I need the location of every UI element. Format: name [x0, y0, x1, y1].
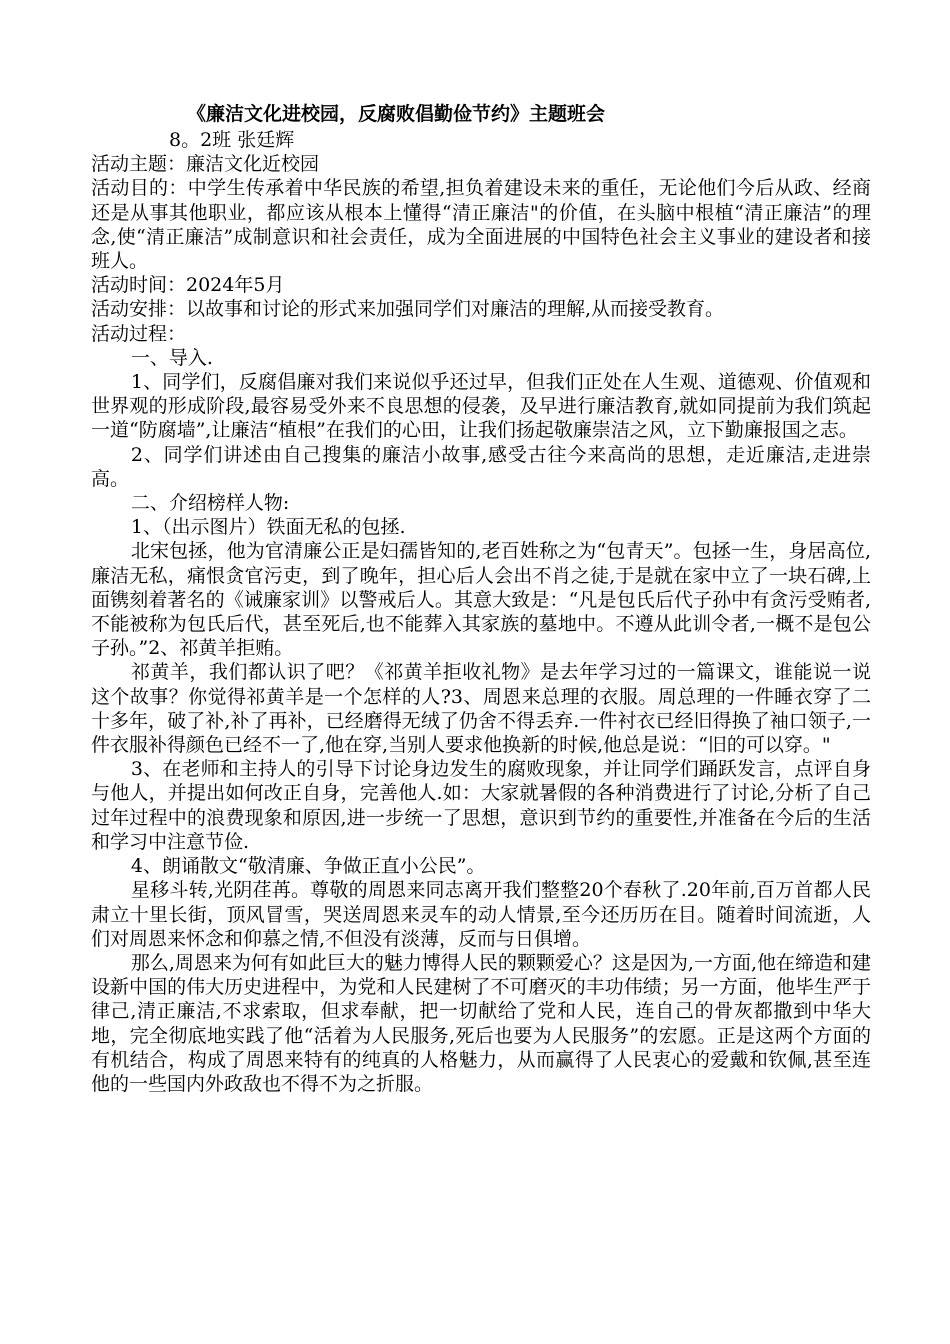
- intro-paragraph-2: 2、同学们讲述由自己搜集的廉洁小故事,感受古往今来高尚的思想，走近廉洁,走进崇高。: [91, 443, 871, 490]
- class-and-author: 8。2班 张廷辉: [169, 129, 295, 151]
- activity-arrangement: 活动安排：以故事和讨论的形式来加强同学们对廉洁的理解,从而接受教育。: [91, 298, 725, 321]
- discussion-paragraph: 3、在老师和主持人的引导下讨论身边发生的腐败现象，并让同学们踊跃发言，点评自身与他人，并提出如何改正自身，完善他人.如：大家就暑假的各种消费进行了讨论,分析了自己过年过程中的浪费现象和原因,进一步统一了思想，意识到节约的重要性,并准备在今后的生活和学习中注意节俭.: [91, 758, 871, 853]
- intro-paragraph-1: 1、同学们，反腐倡廉对我们来说似乎还过早，但我们正处在人生观、道德观、价值观和世界观的形成阶段,最容易受外来不良思想的侵袭，及早进行廉洁教育,就如同提前为我们筑起一道“防腐墙”,让廉洁“植根”在我们的心田，让我们扬起敬廉崇洁之风，立下勤廉报国之志。: [91, 371, 871, 442]
- section-heading-role-models: 二、介绍榜样人物:: [130, 492, 290, 515]
- activity-theme: 活动主题：廉洁文化近校园: [91, 153, 320, 176]
- document-title: 《廉洁文化进校园，反腐败倡勤俭节约》主题班会: [187, 103, 606, 125]
- activity-time: 活动时间：2024年5月: [91, 274, 285, 297]
- section-heading-intro: 一、导入.: [130, 346, 213, 369]
- role-model-1-heading: 1、（出示图片）铁面无私的包拯.: [130, 516, 406, 539]
- activity-process-heading: 活动过程：: [91, 322, 187, 345]
- document-page: [91, 100, 871, 1096]
- prose-paragraph-2: 那么,周恩来为何有如此巨大的魅力博得人民的颗颗爱心？这是因为,一方面,他在缔造和建设新中国的伟大历史进程中，为党和人民建树了不可磨灭的丰功伟绩；另一方面，他毕生严于律己,清正廉洁,不求索取，但求奉献，把一切献给了党和人民，连自己的骨灰都撒到中华大地，完全彻底地实践了他“活着为人民服务,死后也要为人民服务”的宏愿。正是这两个方面的有机结合，构成了周恩来特有的纯真的人格魅力，从而赢得了人民衷心的爱戴和钦佩,甚至连他的一些国内外政敌也不得不为之折服。: [91, 951, 872, 1095]
- qi-huangyang-paragraph: 祁黄羊，我们都认识了吧？《祁黄羊拒收礼物》是去年学习过的一篇课文，谁能说一说这个故事？你觉得祁黄羊是一个怎样的人?3、周恩来总理的衣服。周总理的一件睡衣穿了二十多年，破了补,补了再补，已经磨得无绒了仍舍不得丢弃.一件衬衣已经旧得换了袖口领子,一件衣服补得颜色已经不一了,他在穿,当别人要求他换新的时候,他总是说：“旧的可以穿。": [91, 661, 871, 757]
- activity-purpose: 活动目的：中学生传承着中华民族的希望,担负着建设未来的重任，无论他们今后从政、经商还是从事其他职业，都应该从根本上懂得“清正廉洁"的价值，在头脑中根植“清正廉洁”的理念,使“清正廉洁”成制意识和社会责任，成为全面进展的中国特色社会主义事业的建设者和接班人。: [91, 177, 871, 273]
- recitation-heading: 4、朗诵散文“敬清廉、争做正直小公民”。: [130, 855, 486, 878]
- bao-zheng-paragraph: 北宋包拯，他为官清廉公正是妇孺皆知的,老百姓称之为“包青天”。包拯一生，身居高位,廉洁无私，痛恨贪官污吏，到了晚年，担心后人会出不肖之徒,于是就在家中立了一块石碑,上面镌刻着著名的《诫廉家训》以警戒后人。其意大致是：“凡是包氏后代子孙中有贪污受贿者,不能被称为包氏后代，甚至死后,也不能葬入其家族的墓地中。不遵从此训令者,一概不是包公子孙。”2、祁黄羊拒贿。: [91, 540, 871, 660]
- prose-paragraph-1: 星移斗转,光阴荏苒。尊敬的周恩来同志离开我们整整20个春秋了.20年前,百万首都人民肃立十里长街，顶风冒雪，哭送周恩来灵车的动人情景,至今还历历在目。随着时间流逝，人们对周恩来怀念和仰慕之情,不但没有淡薄，反而与日俱增。: [91, 879, 871, 950]
